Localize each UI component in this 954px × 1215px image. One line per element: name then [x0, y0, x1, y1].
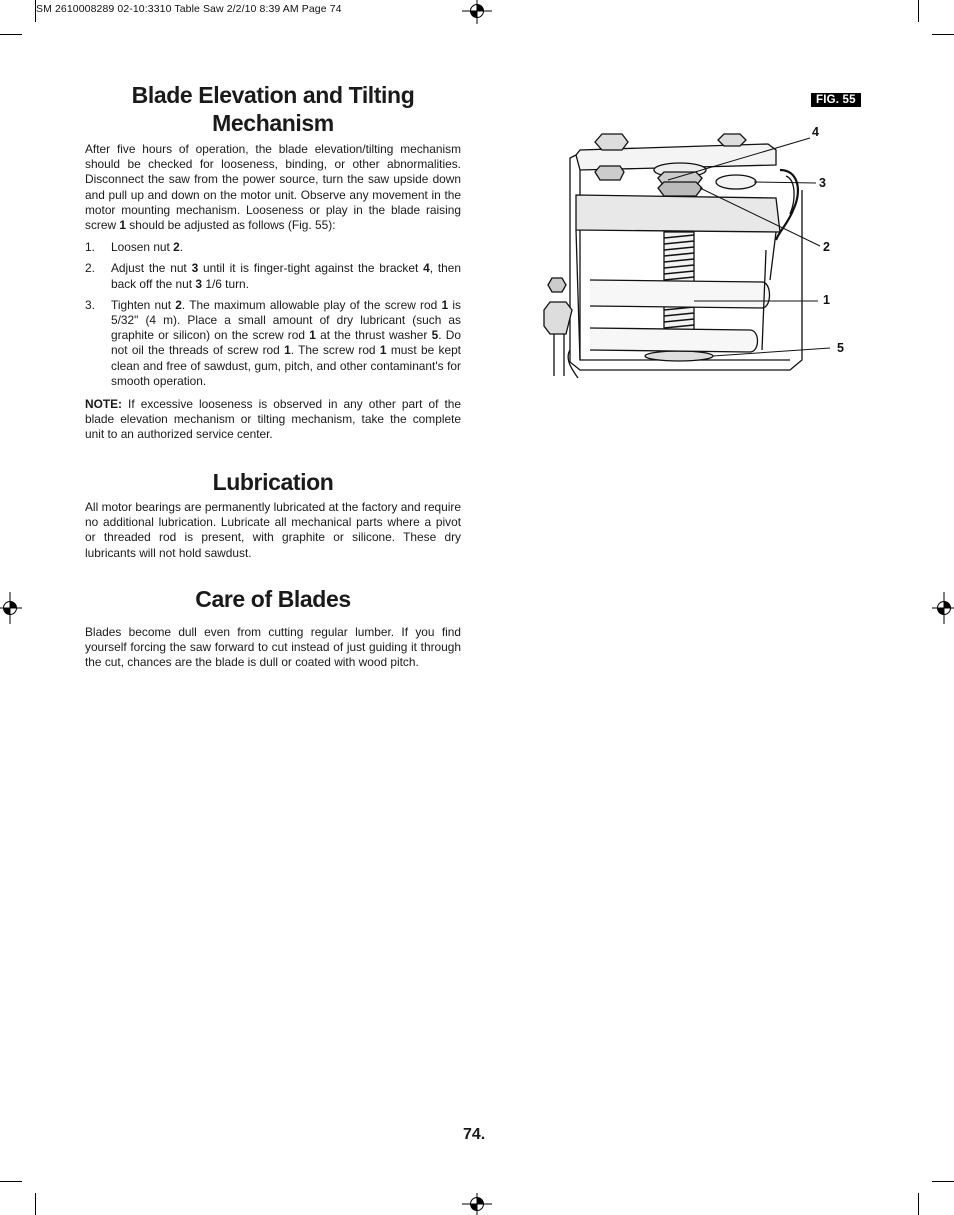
figure-elevation-mechanism [540, 120, 860, 390]
crop-mark [35, 0, 36, 22]
step-number: 1. [85, 240, 95, 255]
step-item [85, 240, 461, 255]
section-lubrication [85, 468, 461, 561]
section-heading: Lubrication [212, 469, 334, 495]
crop-mark [0, 34, 22, 35]
figure-label: FIG. 55 [811, 93, 861, 107]
step-number: 2. [85, 261, 95, 276]
callout-3: 3 [819, 176, 826, 190]
note-text: If excessive looseness is observed in any other part of the blade elevation mechanism or tilting mechanism, take the complete unit to an authorized service center. [85, 397, 461, 442]
step-text: Adjust the nut 3 until it is finger-tight against the bracket 4, then back off the nut 3 1/6 turn. [111, 261, 461, 291]
callout-5: 5 [837, 341, 844, 355]
print-slug: SM 2610008289 02-10:3310 Table Saw 2/2/10 8:39 AM Page 74 [36, 3, 342, 15]
intro-paragraph: After five hours of operation, the blade elevation/tilting mechanism should be checked for looseness, binding, or other abnormalities. Disconnect the saw from the power source, turn the saw upside down and pull up and down on the motor unit. Observe any movement in the motor mounting mechanism. Looseness or play in the blade raising screw 1 should be adjusted as follows (Fig. 55): [85, 142, 461, 233]
callout-4: 4 [812, 125, 819, 139]
step-item [85, 298, 461, 389]
section-care-of-blades [85, 585, 461, 671]
registration-mark-bottom [462, 1193, 492, 1215]
step-text: Tighten nut 2. The maximum allowable play of the screw rod 1 is 5/32" (4 m). Place a small amount of dry lubricant (such as graphite or silicon) on the screw rod 1 at the thrust washer 5. Do not oil the threads of screw rod 1. The screw rod 1 must be kept clean and free of sawdust, gum, pitch, and other contaminant's for smooth operation. [111, 297, 461, 388]
care-paragraph: Blades become dull even from cutting regular lumber. If you find yourself forcing the saw forward to cut instead of just guiding it through the cut, chances are the blade is dull or coated with wood pitch. [85, 625, 461, 670]
section-heading [85, 81, 461, 137]
crop-mark [932, 34, 954, 35]
section-blade-elevation [85, 81, 461, 443]
crop-mark [918, 0, 919, 22]
step-number: 3. [85, 297, 95, 312]
crop-mark [932, 1181, 954, 1182]
callout-1: 1 [823, 293, 830, 307]
heading-line-2: Mechanism [212, 110, 334, 136]
step-text: Loosen nut 2. [111, 240, 184, 255]
elevation-mechanism-drawing [540, 120, 860, 390]
callout-2: 2 [823, 240, 830, 254]
crop-mark [918, 1193, 919, 1215]
note-paragraph [85, 397, 461, 443]
crop-mark [35, 1193, 36, 1215]
lubrication-paragraph: All motor bearings are permanently lubricated at the factory and require no additional lubrication. Lubricate all mechanical parts where a pivot or threaded rod is present, with graphite or silicone. These dry lubricants will not hold sawdust. [85, 500, 461, 560]
heading-line-1: Blade Elevation and Tilting [131, 82, 415, 108]
step-item [85, 261, 461, 291]
registration-mark-left [0, 592, 22, 624]
registration-mark-right [932, 592, 954, 624]
registration-mark-top [462, 0, 492, 24]
adjustment-steps [85, 240, 461, 389]
note-label: NOTE: [85, 397, 122, 412]
page-number: 74. [463, 1126, 486, 1143]
section-heading: Care of Blades [195, 586, 351, 612]
crop-mark [0, 1181, 22, 1182]
